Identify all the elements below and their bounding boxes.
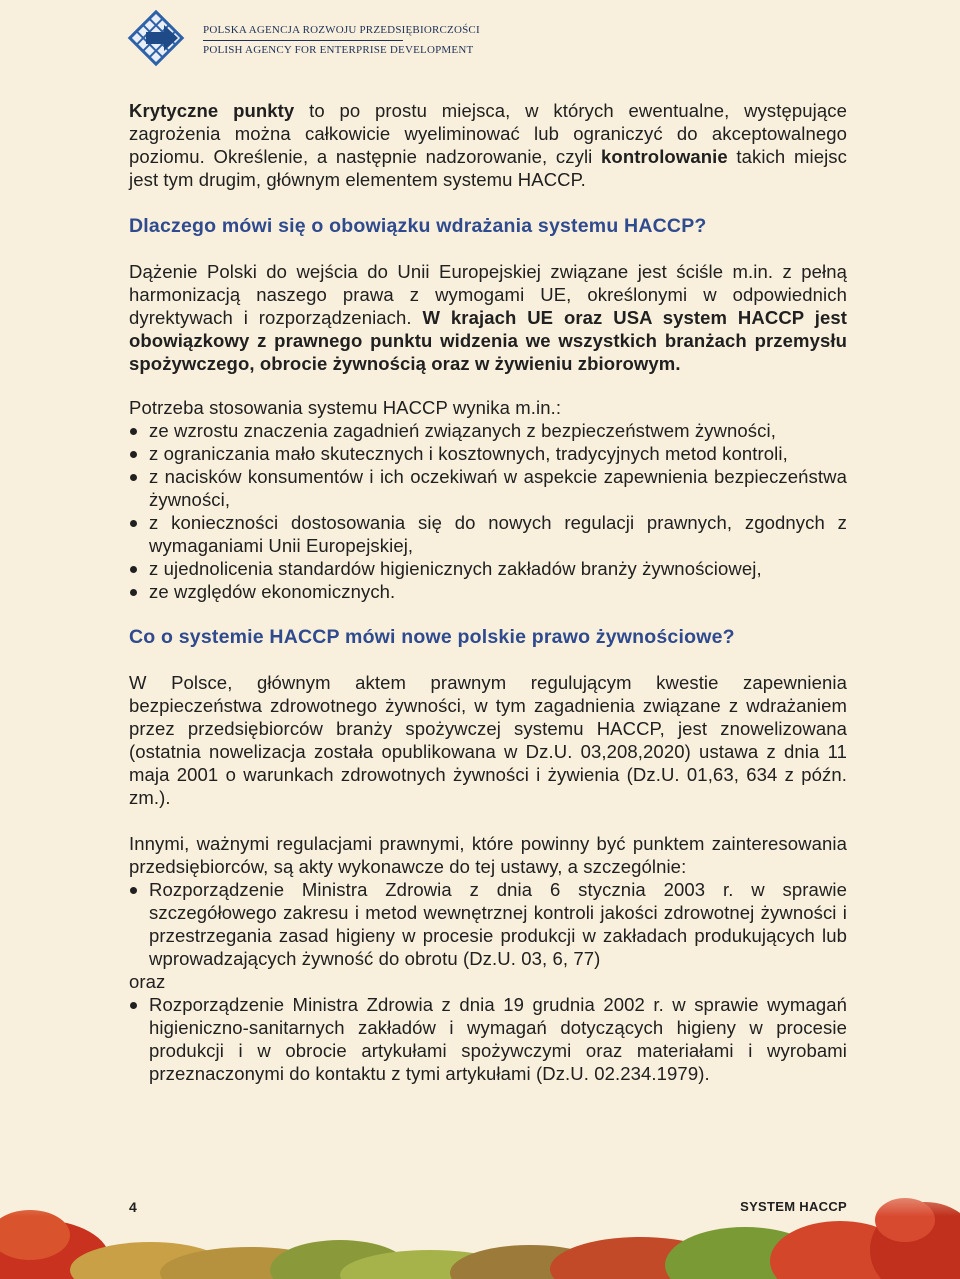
agency-divider: [203, 40, 403, 41]
text: to po prostu miejsca, w których ewentualne, występujące zagrożenia można całkowicie wyeliminować lub ograniczyć do akceptowalnego poziomu. Określenie, a następnie nadzorowanie, czyli: [129, 100, 847, 167]
bold-statement-eu-usa: W krajach UE oraz USA system HACCP jest obowiązkowy z prawnego punktu widzenia we wszystkich branżach przemysłu spożywczego, obrocie żywnością oraz w żywieniu zbiorowym.: [129, 307, 847, 374]
paragraph-poland-law: W Polsce, głównym aktem prawnym regulującym kwestie zapewnienia bezpieczeństwa zdrowotnego żywności, w tym zagadnienia związane z wdrażaniem przez przedsiębiorców branży spożywczej systemu HACCP, jest znowelizowana (ostatnia nowelizacja została opublikowana w Dz.U. 03,208,2020) ustawa z dnia 11 maja 2001 o warunkach zdrowotnych żywności i żywienia (Dz.U. 01,63, 634 z późn. zm.).: [129, 672, 847, 808]
reasons-list: [129, 419, 847, 603]
conjunction-oraz: oraz: [129, 971, 166, 992]
list-item: z nacisków konsumentów i ich oczekiwań w aspekcie zapewnienia bezpieczeństwa żywności,: [129, 465, 847, 511]
agency-name-en: POLISH AGENCY FOR ENTERPRISE DEVELOPMENT: [203, 44, 474, 56]
text: takich miejsc jest tym drugim, głównym elementem systemu HACCP.: [129, 146, 847, 190]
list-item: z ograniczania mało skutecznych i kosztownych, tradycyjnych metod kontroli,: [129, 442, 847, 465]
paragraph-other-regulations: Innymi, ważnymi regulacjami prawnymi, które powinny być punktem zainteresowania przedsiębiorców, są akty wykonawcze do tej ustawy, a szczególnie:: [129, 833, 847, 877]
paragraph-need: Potrzeba stosowania systemu HACCP wynika m.in.:: [129, 397, 562, 418]
article-body: [129, 99, 847, 1085]
agency-name: [203, 22, 480, 59]
list-item: z konieczności dostosowania się do nowych regulacji prawnych, zgodnych z wymaganiami Unii Europejskiej,: [129, 511, 847, 557]
list-item: z ujednolicenia standardów higienicznych zakładów branży żywnościowej,: [129, 557, 847, 580]
agency-name-pl: POLSKA AGENCJA ROZWOJU PRZEDSIĘBIORCZOŚCI: [203, 24, 480, 36]
regulations-list: [129, 878, 847, 970]
page-number: 4: [129, 1199, 137, 1215]
vegetables-illustration: [0, 1165, 960, 1279]
heading-obligation: Dlaczego mówi się o obowiązku wdrażania systemu HACCP?: [129, 215, 707, 237]
text: Dążenie Polski do wejścia do Unii Europejskiej związane jest ściśle m.in. z pełną harmonizacją naszego prawa z wymogami UE, określonymi w odpowiednich dyrektywach i rozporządzeniach.: [129, 261, 847, 328]
paragraph-critical-points: [129, 99, 847, 191]
paragraph-eu-harmonization: [129, 260, 847, 375]
list-item: ze względów ekonomicznych.: [129, 580, 847, 603]
heading-new-law: Co o systemie HACCP mówi nowe polskie prawo żywnościowe?: [129, 626, 735, 648]
regulations-list-2: [129, 993, 847, 1085]
term-controlling: kontrolowanie: [601, 146, 728, 167]
list-item-regulation-2002: Rozporządzenie Ministra Zdrowia z dnia 19 grudnia 2002 r. w sprawie wymagań higieniczno-sanitarnych zakładów i wymagań dotyczących higieny w procesie produkcji i w obrocie artykułami spożywczymi oraz materiałami i wyrobami przeznaczonymi do kontaktu z tymi artykułami (Dz.U. 02.234.1979).: [129, 993, 847, 1085]
list-item: ze wzrostu znaczenia zagadnień związanych z bezpieczeństwem żywności,: [129, 419, 847, 442]
agency-logo: [124, 6, 188, 70]
list-item-regulation-2003: Rozporządzenie Ministra Zdrowia z dnia 6 stycznia 2003 r. w sprawie szczegółowego zakresu i metod wewnętrznej kontroli jakości zdrowotnej żywności i przestrzegania zasad higieny w procesie produkcji w zakładach produkujących lub wprowadzających żywność do obrotu (Dz.U. 03, 6, 77): [129, 878, 847, 970]
term-critical-points: Krytyczne punkty: [129, 100, 295, 121]
footer-title: SYSTEM HACCP: [740, 1199, 847, 1214]
